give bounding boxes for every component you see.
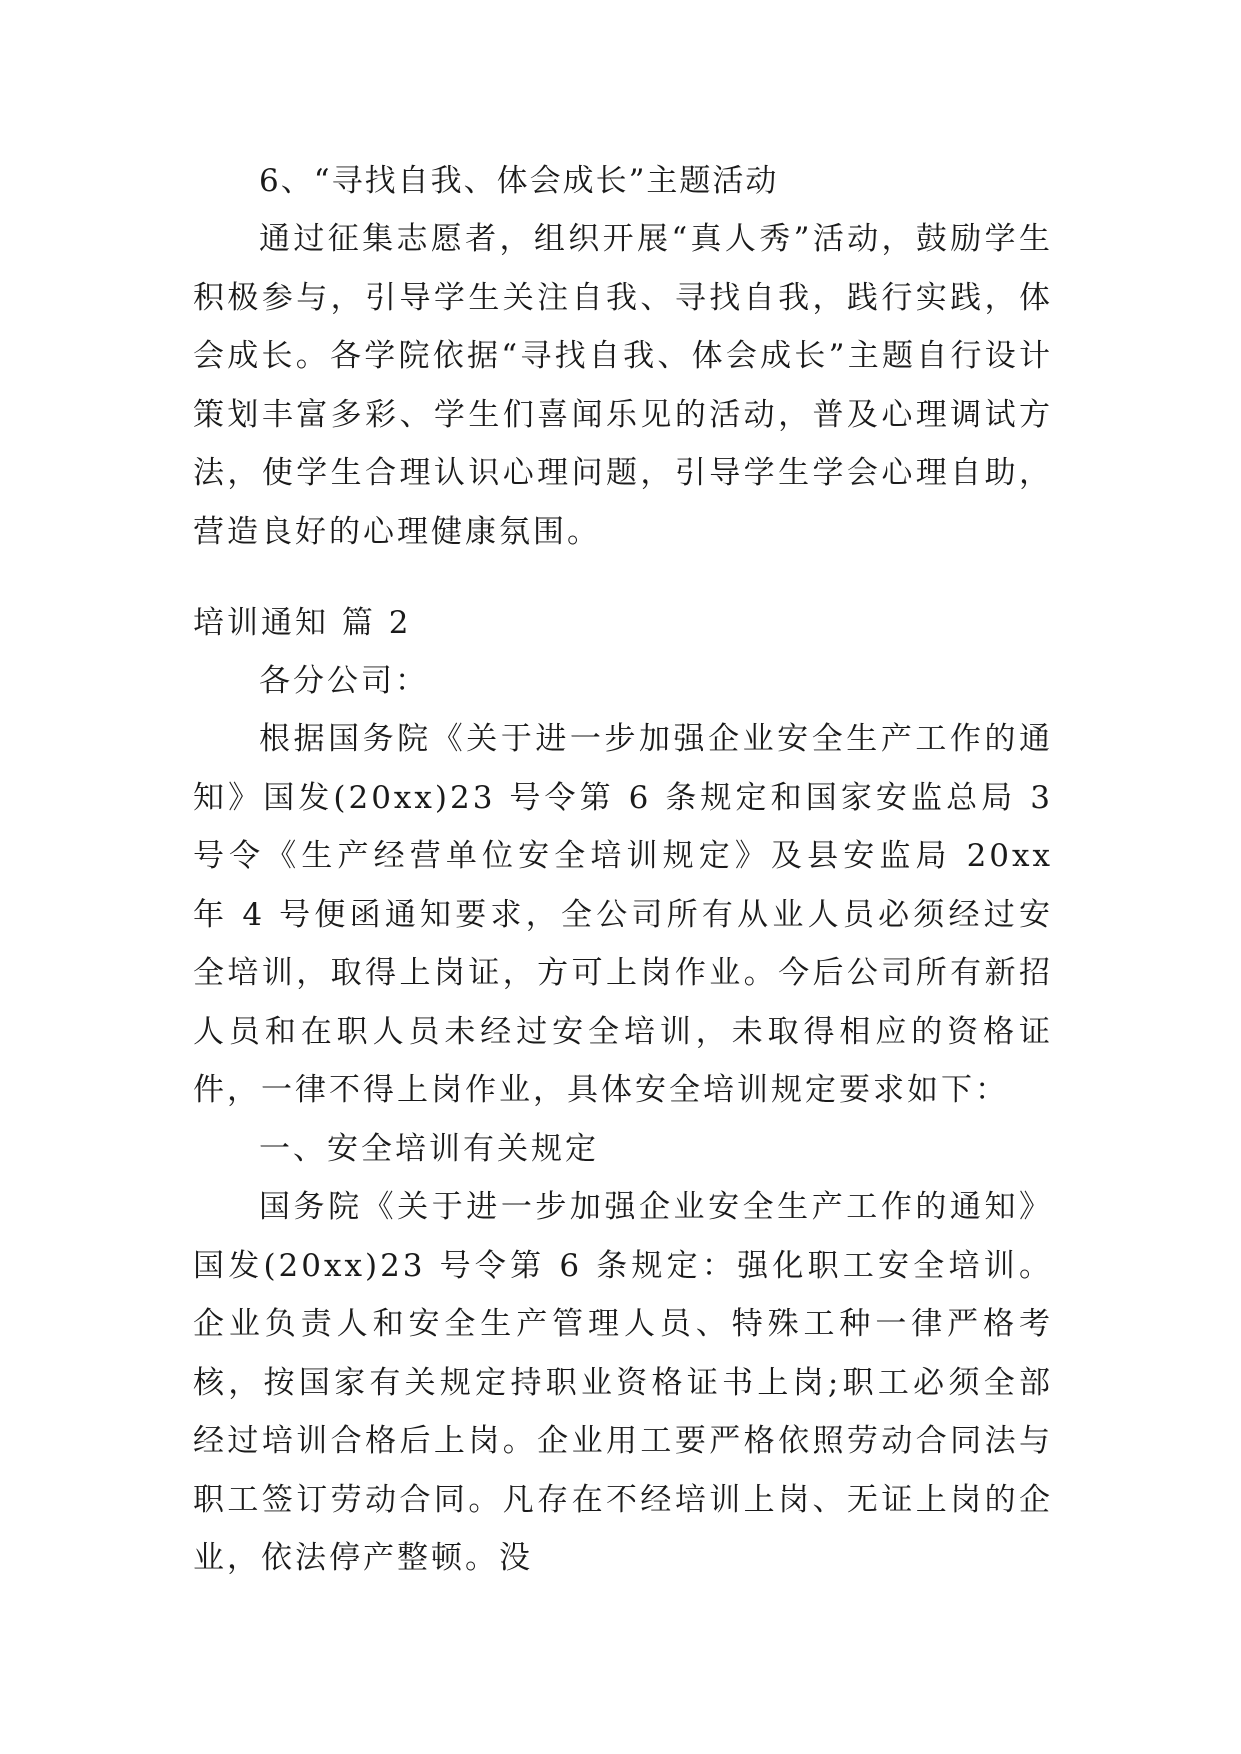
section-heading-activity-6: 6、“寻找自我、体会成长”主题活动 <box>259 163 779 199</box>
subheading-training-regulations: 一、安全培训有关规定 <box>259 1131 599 1167</box>
article-title: 培训通知 篇 2 <box>193 605 412 641</box>
paragraph-regulations-body: 国务院《关于进一步加强企业安全生产工作的通知》国发(20xx)23 号令第 6 条规定：强化职工安全培训。企业负责人和安全生产管理人员、特殊工种一律严格考核，按国家有关规定持职业资格证书上岗;职工必须全部经过培训合格后上岗。企业用工要严格依照劳动合同法与职工签订劳动合同。凡存在不经培训上岗、无证上岗的企业，依法停产整顿。没 <box>193 1189 1053 1576</box>
salutation: 各分公司： <box>259 663 429 699</box>
paragraph-activity-description: 通过征集志愿者，组织开展“真人秀”活动，鼓励学生积极参与，引导学生关注自我、寻找自我，践行实践，体会成长。各学院依据“寻找自我、体会成长”主题自行设计策划丰富多彩、学生们喜闻乐见的活动，普及心理调试方法，使学生合理认识心理问题，引导学生学会心理自助，营造良好的心理健康氛围。 <box>193 221 1053 550</box>
paragraph-notice-intro: 根据国务院《关于进一步加强企业安全生产工作的通知》国发(20xx)23 号令第 6 条规定和国家安监总局 3 号令《生产经营单位安全培训规定》及县安监局 20xx 年 4 号便函通知要求，全公司所有从业人员必须经过安全培训，取得上岗证，方可上岗作业。今后公司所有新招人员和在职人员未经过安全培训，未取得相应的资格证件，一律不得上岗作业，具体安全培训规定要求如下： <box>193 721 1053 1108</box>
